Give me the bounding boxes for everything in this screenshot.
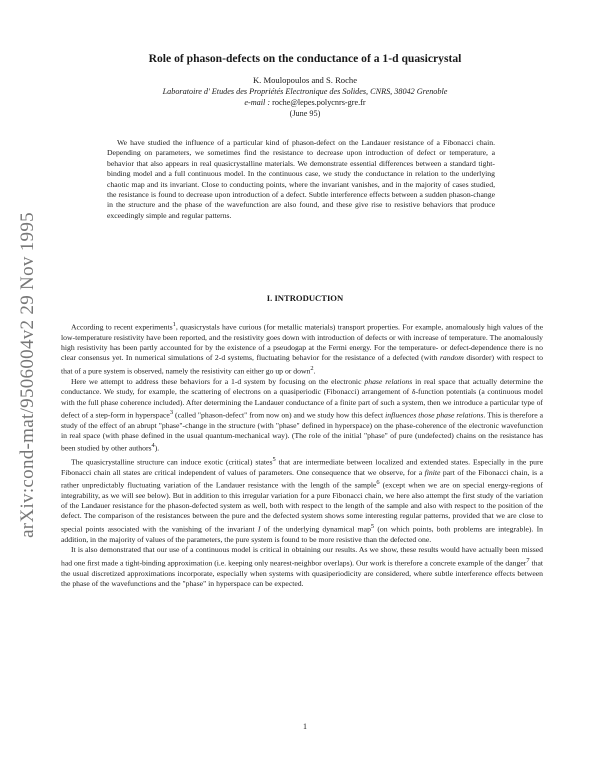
paper-title: Role of phason-defects on the conductance of a 1-d quasicrystal — [148, 52, 462, 65]
affiliation: Laboratoire d' Etudes des Propriétés Electronique des Solides, CNRS, 38042 Grenoble — [162, 87, 448, 96]
arxiv-id-text: arXiv:cond-mat/9506004v2 29 Nov 1995 — [17, 212, 38, 538]
text-run: Here we attempt to address these behaviors for a 1-d system by focusing on the electronic — [71, 377, 365, 387]
author-list: K. Moulopoulos and S. Roche — [252, 75, 358, 85]
citation-ref: 4 — [151, 442, 155, 450]
paragraph-3 — [61, 455, 543, 545]
text-run: of the underlying dynamical map — [260, 524, 371, 534]
emphasis: I — [257, 524, 261, 534]
text-run: (on which points, both problems are integrable). In addition, in the majority of values of the parameters, the pure system is found to be more resistive than the defected one. — [61, 524, 543, 544]
text-run: The quasicrystalline structure can induce exotic (critical) states — [71, 457, 273, 467]
text-run: According to recent experiments — [71, 322, 173, 332]
citation-ref: 6 — [376, 478, 380, 486]
section-heading-introduction: I. INTRODUCTION — [266, 293, 344, 303]
introduction-body — [61, 320, 543, 590]
text-run: It is also demonstrated that our use of a continuous model is critical in obtaining our results. As we show, these results would have actually been missed had one first made a tight-binding approximation (i.e. keeping only nearest-neighbor overlaps). Our work is therefore a concrete example of the danger — [61, 545, 543, 568]
email-label: e-mail : — [244, 98, 271, 107]
paragraph-4 — [61, 545, 543, 589]
arxiv-watermark — [14, 185, 42, 565]
date-line: (June 95) — [289, 109, 321, 118]
citation-ref: 2 — [310, 364, 314, 372]
text-run: . This is therefore a study of the effect of an abrupt "phase"-change in the structure (with "phase" defined in hyperspace) on the phase-coherence of the electronic wavefunction in real space (with phase defined in the usual quantum-mechanical way). (The role of the initial "phase" of pure (undefected) chains on the resistance has been studied by other authors — [61, 410, 543, 454]
emphasis: influences those phase relations — [385, 410, 484, 420]
text-run: that the usual discretized approximations incorporate, especially when systems with quasiperiodicity are considered, where subtle interference effects between the phase of the wavefunctions and the "phase" in hyperspace can be expected. — [61, 558, 543, 588]
citation-ref: 1 — [172, 321, 176, 328]
text-run: disorder) with respect to that of a pure system is observed, namely the resistivity can either go up or down — [61, 353, 543, 376]
citation-ref: 5 — [272, 455, 276, 463]
page-number: 1 — [303, 722, 307, 731]
abstract: We have studied the influence of a particular kind of phason-defect on the Landauer resistance of a Fibonacci chain. Depending on parameters, we sometimes find the resistance to decrease upon introduction of defect or temperature, a behavior that also appears in real quasicrystalline materials. We demonstrate essential differences between a standard tight-binding model and a full continuous model. In the continuous case, we study the conductance in relation to the underlying chaotic map and its invariant. Close to conducting points, where the invariant vanishes, and in the majority of cases studied, the resistance is found to decrease upon introduction of a defect. Subtle interference effects between a sudden phason-change in the structure and the phase of the wavefunction are also found, and these give rise to resistive behaviors that produce exceedingly simple and regular patterns. — [107, 138, 495, 220]
email-address: roche@lepes.polycnrs-gre.fr — [272, 98, 366, 107]
email-line — [70, 98, 540, 107]
text-run: (except when we are on special energy-regions of integrability, as we will see below). But in addition to this irregular variation for a pure Fibonacci chain, we here also attempt the first study of the variation of the Landauer resistance for the phason-defected system as well, both with respect to the length of the sample and also with respect to the position of the defect. The comparison of the resistances between the pure and the defected system shows some interesting regular patterns, provided that we are close to special points associated with the vanishing of the invariant — [61, 480, 543, 534]
citation-ref: 3 — [169, 409, 174, 416]
citation-ref: 5 — [370, 522, 375, 530]
paragraph-1 — [61, 320, 543, 377]
text-run: in real space that actually determine the conductance. We study, for example, the scattering of electrons on a quasiperiodic (Fibonacci) arrangement of δ-function potentials (a continuous model with the full phase coherence included). After determining the Landauer conductance of a finite part of such a system, then we introduce a particular type of defect of a step-form in hyperspace — [61, 377, 544, 420]
emphasis: finite — [424, 467, 441, 477]
text-run: . — [313, 366, 316, 376]
paragraph-2 — [61, 377, 543, 454]
text-run: part of the Fibonacci chain, is a rather unpredictably fluctuating variation of the Landauer resistance with the length of the sample — [61, 467, 544, 490]
text-run: ). — [154, 444, 160, 454]
emphasis: phase relations — [364, 377, 413, 387]
emphasis: random — [439, 353, 464, 363]
citation-ref: 7 — [526, 556, 530, 564]
text-run: that are intermediate between localized and extended states. Especially in the pure Fibonacci chain all states are critical independent of values of parameters. One consequence that we observe, for a — [61, 457, 543, 477]
text-run: (called "phason-defect" from now on) and we study how this defect — [173, 410, 386, 420]
text-run: , quasicrystals have curious (for metallic materials) transport properties. For example, anomalously high values of the low-temperature resistivity have been reported, and the resistivity goes down with introduction of defects or with increase of temperature. The anomalously high resistivity has been partly accounted for by the existence of a pseudogap at the Fermi energy. For the temperature- or defect-dependence there is no clear consensus yet. In numerical simulations of 2-d systems, fluctuating behavior for the resistance of a defected (with — [61, 322, 543, 363]
